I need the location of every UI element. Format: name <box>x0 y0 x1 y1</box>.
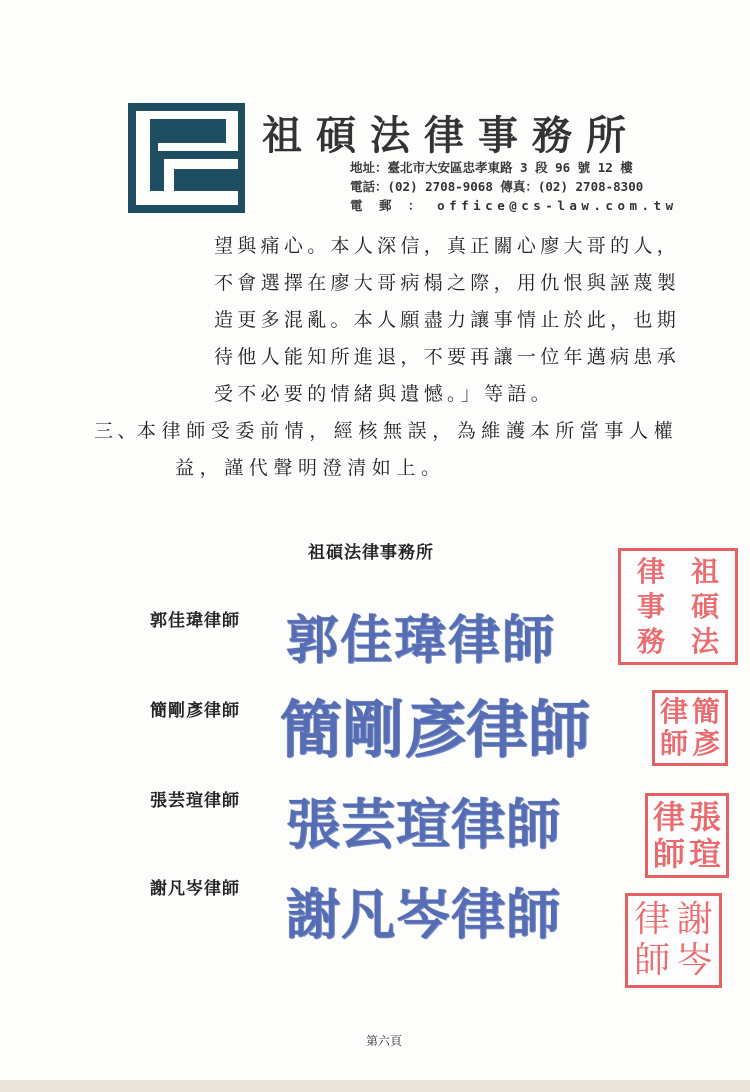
page-number: 第六頁 <box>366 1034 403 1048</box>
item-line: 本律師受委前情，經核無誤，為維護本所當事人權 <box>137 420 679 442</box>
firm-address: 地址：臺北市大安區忠孝東路 3 段 96 號 12 樓 <box>350 160 633 175</box>
lawyer-label: 郭佳瑋律師 <box>150 611 240 631</box>
lawyer-signature-stamp: 簡剛彥律師 <box>280 693 591 766</box>
firm-name: 祖碩法律事務所 <box>262 112 640 159</box>
firm-logo <box>128 103 245 213</box>
firm-email: 電 郵 ： office@cs-law.com.tw <box>350 198 678 213</box>
quote-line: 不會選擇在廖大哥病榻之際，用仇恨與誣蔑製 <box>214 272 681 294</box>
firm-seal: 祖 碩 法 律 事 務 <box>618 548 738 665</box>
lawyer-signature-stamp: 郭佳瑋律師 <box>286 610 557 671</box>
firm-phone-fax: 電話：(02) 2708-9068 傳真：(02) 2708-8300 <box>350 179 644 194</box>
quote-line: 待他人能知所進退，不要再讓一位年邁病患承 <box>214 346 681 368</box>
item-line: 益，謹代聲明澄清如上。 <box>175 457 446 479</box>
lawyer-seal: 簡 彥 律 師 <box>652 690 728 766</box>
quote-line: 受不必要的情緒與遺憾。」等語。 <box>214 383 555 405</box>
lawyer-seal: 謝 岑 律 師 <box>625 893 722 988</box>
lawyer-signature-stamp: 張芸瑄律師 <box>286 792 561 856</box>
lawyer-signature-stamp: 謝凡岑律師 <box>286 882 561 946</box>
lawyer-label: 張芸瑄律師 <box>150 791 240 811</box>
lawyer-label: 謝凡岑律師 <box>150 879 240 899</box>
item-number: 三、 <box>94 420 141 442</box>
signature-firm-name: 祖碩法律事務所 <box>308 543 434 563</box>
lawyer-seal: 張 瑄 律 師 <box>645 793 729 878</box>
lawyer-label: 簡剛彥律師 <box>150 701 240 721</box>
quote-line: 望與痛心。本人深信，真正關心廖大哥的人， <box>214 235 681 257</box>
quote-line: 造更多混亂。本人願盡力讓事情止於此，也期 <box>214 309 681 331</box>
